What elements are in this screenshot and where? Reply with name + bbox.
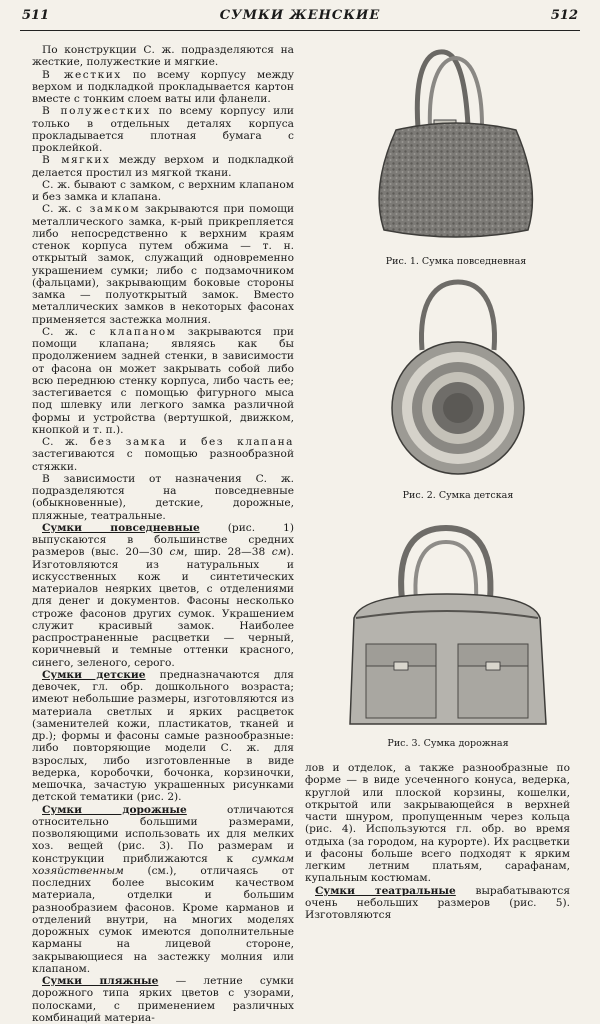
page-header bbox=[0, 0, 600, 34]
figure-1-caption: Рис. 1. Сумка повседневная bbox=[385, 256, 527, 267]
paragraph: лов и отделок, а также разнообразные по форме — в виде усеченного конуса, ведерка, круглой или плоской корзины, кошелки, открытой или закрывающейся в верхней части шнуром, пропущенным через кольца (рис. 4). Используются гл. обр. во время отдыха (за городом, на курорте). Их расцветки и фасоны больше всего подходят к ярким легким летним платьям, сарафанам, купальным костюмам. bbox=[305, 762, 570, 885]
paragraph: С. ж. бывают с замком, с верхним клапаном и без замка и клапана. bbox=[32, 178, 294, 203]
figure-3-caption: Рис. 3. Сумка дорожная bbox=[387, 738, 509, 749]
paragraph: С. ж. с замком закрываются при помощи металлического замка, к-рый прикрепляется либо непосредственно к верхним краям стенок корпуса путем обжима — т. н. открытый замок, служащий одновременно украшением сумки; либо с подзамочником (фальцами), закрывающим боковые стороны замка — полуоткрытый замок. Вместо металлических замков в некоторых фасонах применяется застежка молния. bbox=[32, 203, 295, 326]
paragraph: По конструкции С. ж. подразделяются на жесткие, полужесткие и мягкие. bbox=[32, 44, 294, 69]
figure-1-everyday-bag bbox=[356, 48, 556, 248]
running-title: СУМКИ ЖЕНСКИЕ bbox=[219, 8, 381, 23]
paragraph: В мягких между верхом и подкладкой делается простил из мягкой ткани. bbox=[32, 154, 294, 179]
paragraph: С. ж. с клапаном закрываются при помощи клапана; являясь как бы продолжением задней стенки, в зависимости от фасона он может закрывать собой либо всю переднюю стенку корпуса, либо часть ее; застегивается с помощью фигурного мыса под шлевку или легкого замка различной формы и устройства (вертушкой, движком, кнопкой и т. п.). bbox=[32, 325, 294, 436]
paragraph: В жестких по всему корпусу между верхом и подкладкой прокладывается картон вместе с тонким слоем ваты или фланели. bbox=[32, 68, 294, 105]
paragraph: Сумки дорожные отличаются относительно большими размерами, позволяющими использовать их для мелких хоз. вещей (рис. 3). По размерам и конструкции приближаются к сумкам хозяйственным (см.), отличаясь от последних более высоким качеством материала, отделки и большим разнообразием фасонов. Кроме карманов и отделений внутри, на многих моделях дорожных сумок имеются дополнительные карманы на лицевой стороне, закрывающиеся на застежку молния или клапаном. bbox=[32, 803, 294, 975]
header-rule bbox=[20, 30, 580, 31]
page-number-left: 511 bbox=[22, 8, 50, 23]
paragraph: Сумки повседневные (рис. 1) выпускаются в большинстве средних размеров (выс. 20—30 см, шир. 28—38 см). Изготовляются из натуральных и искусственных кож и синтетических материалов неярких цветов, с отделениями для денег и документов. Фасоны несколько строже фасонов других сумок. Украшением служит красивый замок. Наиболее распространенные расцветки — черный, коричневый и темные оттенки красного, синего, зеленого, серого. bbox=[32, 521, 294, 669]
paragraph: Сумки театральные вырабатываются очень небольших размеров (рис. 5). Изготовляются bbox=[305, 884, 570, 921]
figure-2-children-bag bbox=[378, 278, 538, 478]
paragraph: Сумки пляжные — летние сумки дорожного типа ярких цветов с узорами, полосками, с применением различных комбинаций материа- bbox=[32, 975, 294, 1024]
left-column bbox=[32, 44, 294, 1024]
paragraph: С. ж. без замка и без клапана застегиваются с помощью разнообразной стяжки. bbox=[32, 436, 294, 473]
figure-2-caption: Рис. 2. Сумка детская bbox=[402, 490, 514, 501]
cross-reference: сумкам хозяйственным bbox=[32, 852, 294, 877]
page-number-right: 512 bbox=[550, 8, 578, 23]
paragraph: В зависимости от назначения С. ж. подразделяются на повседневные (обыкновенные), детские, дорожные, пляжные, театральные. bbox=[32, 472, 294, 522]
right-column bbox=[305, 762, 570, 921]
paragraph: Сумки детские предназначаются для девочек, гл. обр. дошкольного возраста; имеют небольшие размеры, изготовляются из материала светлых и ярких расцветок (заменителей кожи, пластикатов, тканей и др.); формы и фасоны самые разнообразные: либо повторяющие модели С. ж. для взрослых, либо изготовленные в виде ведерка, коробочки, бочонка, корзиночки, мешочка, зачастую украшенных рисунками детской тематики (рис. 2). bbox=[32, 668, 294, 804]
figure-3-travel-bag bbox=[342, 520, 552, 730]
paragraph: В полужестких по всему корпусу или только в отдельных деталях корпуса прокладывается плотная бумага с проклейкой. bbox=[32, 105, 294, 154]
